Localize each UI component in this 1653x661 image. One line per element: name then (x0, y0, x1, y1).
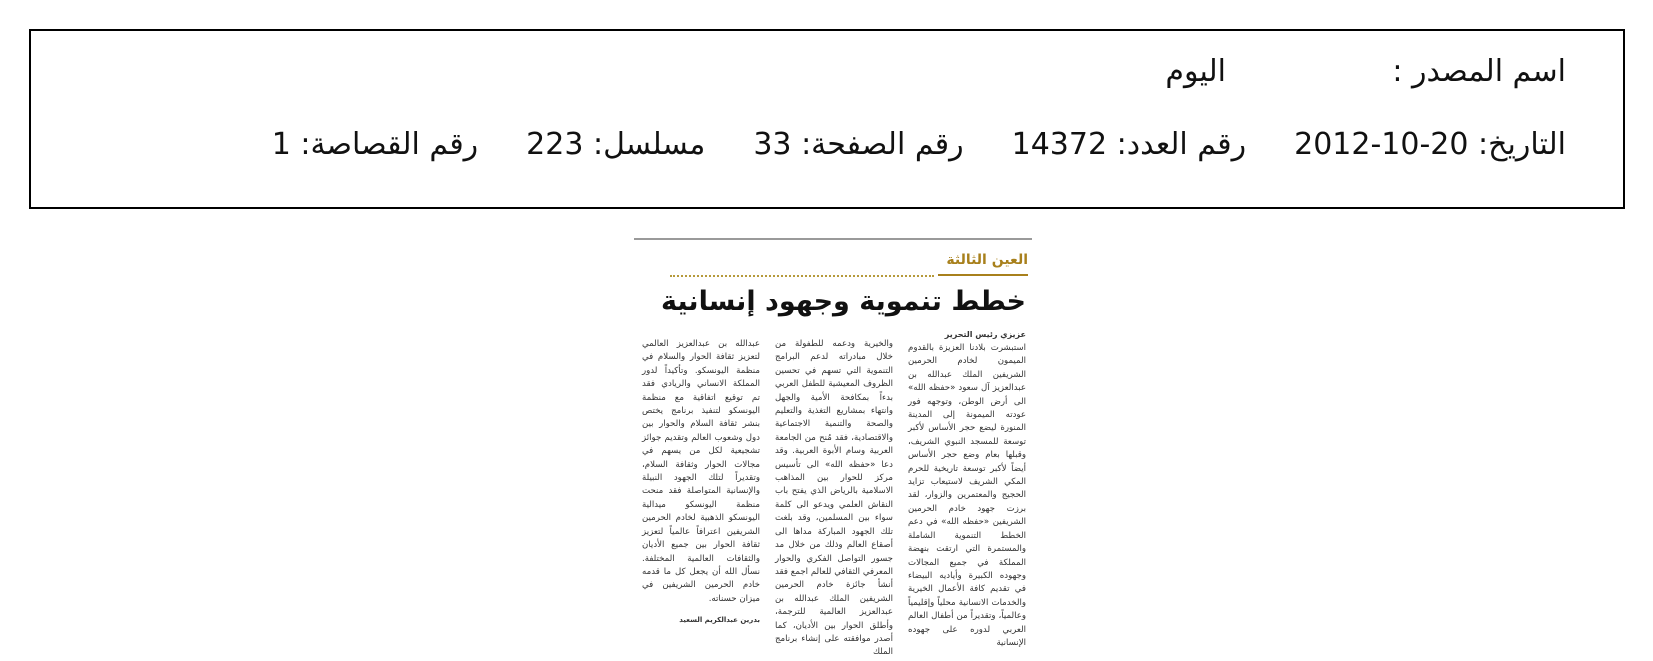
meta-date: التاريخ: 2012-10-20 (1294, 127, 1566, 162)
meta-serial: مسلسل: 223 (526, 127, 706, 162)
source-label: اسم المصدر : (1392, 54, 1566, 89)
article-headline: خطط تنموية وجهود إنسانية (661, 286, 1026, 317)
dotted-divider (670, 275, 934, 277)
article-column-3-text: عبدالله بن عبدالعزيز العالمي لتعزيز ثقافة الحوار والسلام في منظمة اليونسكو. وتأكيداً لدور المملكة الانساني والريادي فقد تم توقيع اتفاقية مع منظمة اليونسكو لتنفيذ برنامج يختص بنشر ثقافة السلام والحوار بين دول وشعوب العالم وتقديم جوائز تشجيعية لكل من يسهم في مجالات الحوار وثقافة السلام، وتقديراً لتلك الجهود النبيلة والإنسانية المتواصلة فقد منحت منظمة اليونسكو ميدالية اليونسكو الذهبية لخادم الحرمين الشريفين اعترافاً عالمياً لتعزيز ثقافة الحوار بين جميع الأديان والثقافات العالمية المختلفة. نسأل الله أن يجعل كل ما قدمه خادم الحرمين الشريفين في ميزان حسناته. (642, 339, 760, 604)
top-rule (634, 238, 1032, 240)
meta-row (271, 127, 1566, 162)
article-column-2: والخيرية ودعمه للطفولة من خلال مبادراته لدعم البرامج التنموية التي تسهم في تحسين الظروف المعيشية للطفل العربي بدءاً بمكافحة الأمية والجهل وانتهاء بمشاريع التغذية والتعليم والصحة والتنمية الاجتماعية والاقتصادية، فقد مُنح من الجامعة العربية وسام الأبوة العربية. وقد دعا «حفظه الله» الى تأسيس مركز للحوار بين المذاهب الاسلامية بالرياض الذي يفتح باب النقاش العلمي ويدعو الى كلمة سواء بين المسلمين، وقد بلغت تلك الجهود المباركة مداها الى أصقاع العالم وذلك من خلال مد جسور التواصل الفكري والحوار المعرفي الثقافي للعالم اجمع فقد أنشأ جائزة خادم الحرمين الشريفين الملك عبدالله بن عبدالعزيز العالمية للترجمة، وأطلق الحوار بين الأديان، كما أصدر موافقته على إنشاء برنامج الملك (775, 339, 893, 658)
article-column-1: استبشرت بلادنا العزيزة بالقدوم الميمون لخادم الحرمين الشريفين الملك عبدالله بن عبدالعزيز آل سعود «حفظه الله» الى أرض الوطن، وتوجهه فور عودته الميمونة إلى المدينة المنورة ليضع حجر الأساس لأكبر توسعة للمسجد النبوي الشريف، وقبلها بعام وضع حجر الأساس أيضاً لأكبر توسعة تاريخية للحرم المكي الشريف لاستيعاب تزايد الحجيج والمعتمرين والزوار، لقد برزت جهود خادم الحرمين الشريفين «حفظه الله» في دعم الخطط التنموية الشاملة والمستمرة التي ارتقت بنهضة المملكة في جميع المجالات وجهوده الكبيرة وأياديه البيضاء في تقديم كافة الأعمال الخيرية والخدمات الانسانية محلياً وإقليمياً وعالمياً، وتقديراً من أطفال العالم العربي لدوره على جهوده الإنسانية (908, 343, 1026, 648)
clipping-header (29, 29, 1625, 209)
meta-page-number: رقم الصفحة: 33 (753, 127, 964, 162)
source-value: اليوم (1165, 54, 1226, 89)
section-underline (938, 274, 1028, 276)
article-byline: عزيزي رئيس التحرير (944, 330, 1026, 339)
article-column-3 (642, 338, 760, 625)
section-title: العين الثالثة (946, 252, 1028, 268)
meta-issue-number: رقم العدد: 14372 (1011, 127, 1247, 162)
newspaper-clipping (634, 238, 1032, 658)
article-signature: بدرين عبدالكريم السعيد (679, 616, 760, 625)
meta-clip-number: رقم القصاصة: 1 (271, 127, 479, 162)
